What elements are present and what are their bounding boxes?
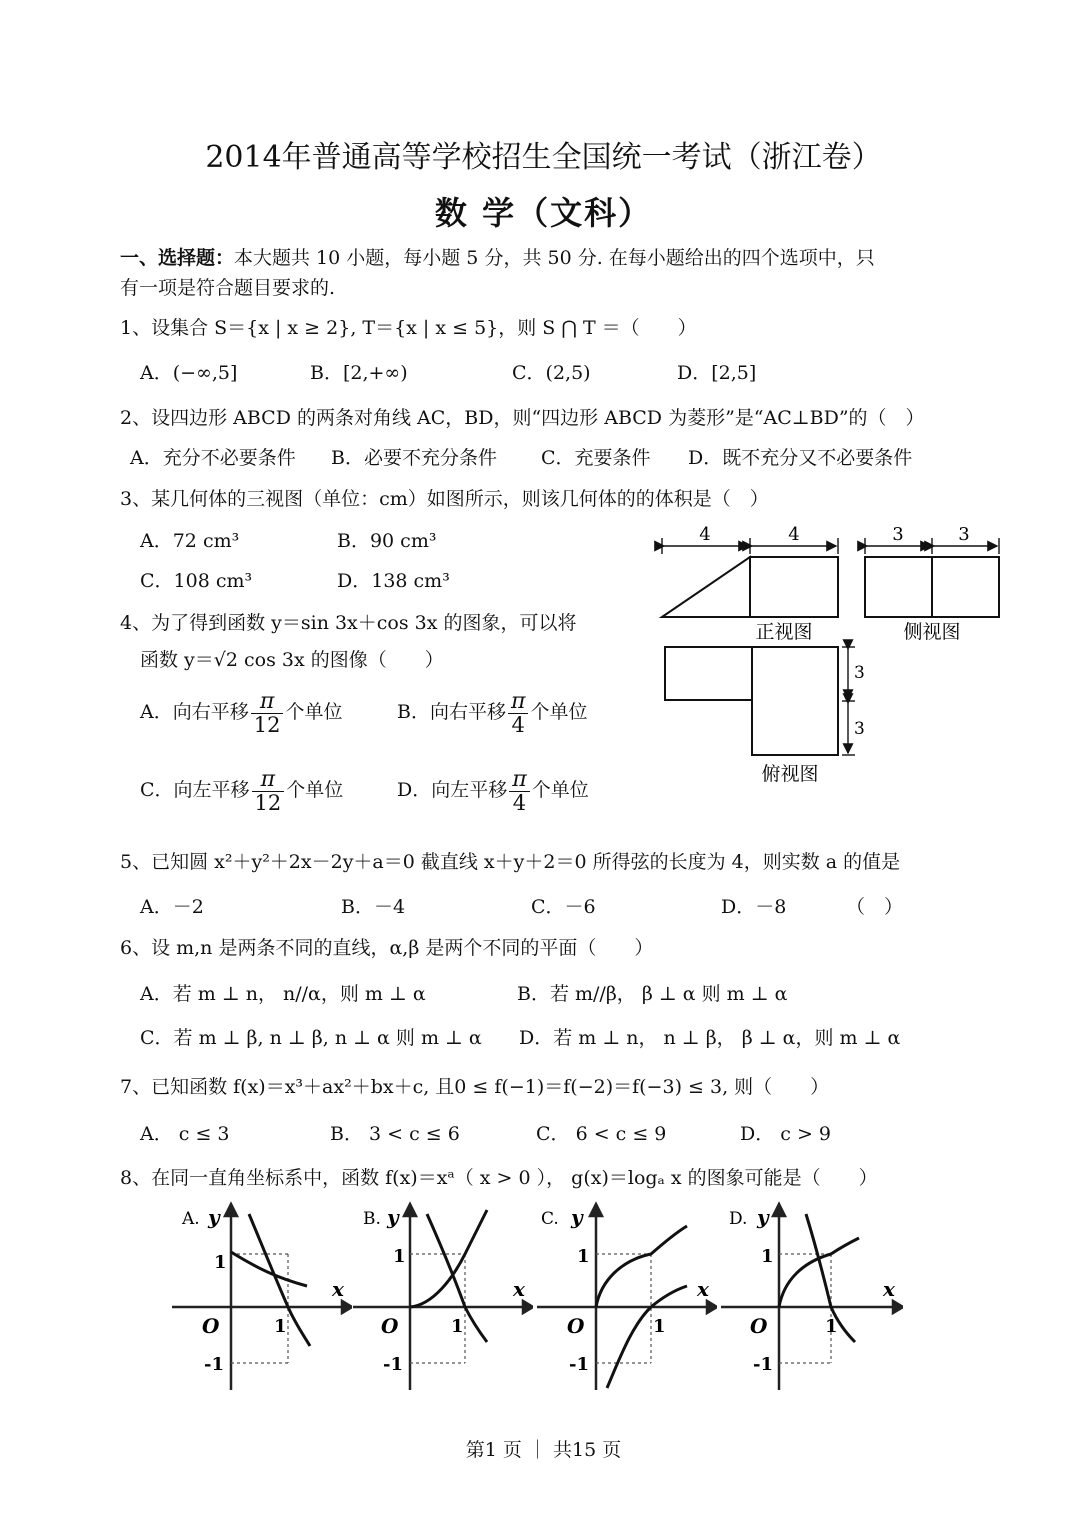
q5-stem: 5、已知圆 x²＋y²＋2x－2y＋a＝0 截直线 x＋y＋2＝0 所得弦的长度为 4，则实数 a 的值是 xyxy=(120,851,901,873)
q5-answer-blank: （ ） xyxy=(846,896,904,918)
front-view-label: 正视图 xyxy=(755,621,813,643)
svg-text:1: 1 xyxy=(761,1246,774,1267)
svg-text:1: 1 xyxy=(214,1252,227,1273)
q8-graph-b xyxy=(353,1200,533,1395)
q1-option-a: A．(−∞,5] xyxy=(140,362,238,384)
q3-stem: 3、某几何体的三视图（单位：cm）如图所示，则该几何体的的体积是（ ） xyxy=(120,488,769,510)
front-dim-right: 4 xyxy=(788,524,800,545)
three-view-figure xyxy=(650,520,1010,790)
top-view-right xyxy=(752,647,838,755)
exam-subtitle: 数 学（文科） xyxy=(434,194,653,232)
side-dim-right: 3 xyxy=(958,524,970,545)
q3-option-d: D．138 cm³ xyxy=(337,570,450,592)
q5-option-c: C．－6 xyxy=(531,896,596,918)
q7-option-b: B． 3 < c ≤ 6 xyxy=(330,1123,460,1145)
svg-text:x: x xyxy=(697,1277,709,1301)
front-view-rect xyxy=(750,557,838,617)
q3-option-b: B．90 cm³ xyxy=(337,530,437,552)
svg-text:y: y xyxy=(387,1205,399,1229)
page-footer: 第1 页 ｜ 共15 页 xyxy=(465,1439,622,1461)
q8-stem: 8、在同一直角坐标系中，函数 f(x)＝xᵃ（ x > 0 ）， g(x)＝logₐ x 的图象可能是（ ） xyxy=(120,1167,878,1189)
q2-option-d: D．既不充分又不必要条件 xyxy=(688,447,913,469)
side-view-left xyxy=(865,557,932,617)
q7-option-a: A． c ≤ 3 xyxy=(140,1123,230,1145)
q1-option-c: C．(2,5) xyxy=(512,362,591,384)
q3-option-a: A．72 cm³ xyxy=(140,530,240,552)
svg-text:C.: C. xyxy=(541,1209,559,1229)
top-dim-lower: 3 xyxy=(854,719,865,739)
q1-option-b: B．[2,+∞) xyxy=(310,362,408,384)
top-view-left xyxy=(665,647,752,700)
exam-title: 2014年普通高等学校招生全国统一考试（浙江卷） xyxy=(205,140,882,175)
top-view-label: 俯视图 xyxy=(761,763,819,785)
svg-text:1: 1 xyxy=(577,1246,590,1267)
q6-option-b: B．若 m//β， β ⊥ α 则 m ⊥ α xyxy=(517,983,788,1005)
side-view-label: 侧视图 xyxy=(903,621,961,643)
q2-option-c: C．充要条件 xyxy=(541,447,651,469)
section-desc-line2: 有一项是符合题目要求的. xyxy=(120,277,336,299)
q1-stem: 1、设集合 S＝{x | x ≥ 2}, T＝{x | x ≤ 5}，则 S ⋂ T ＝（ ） xyxy=(120,317,697,339)
q4-stem-line1: 4、为了得到函数 y＝sin 3x＋cos 3x 的图象，可以将 xyxy=(120,612,577,634)
q4-option-d: D．向左平移 $\frac{\pi}{4}$ 个单位 xyxy=(397,767,589,816)
svg-text:y: y xyxy=(757,1205,769,1229)
q2-option-b: B．必要不充分条件 xyxy=(331,447,497,469)
q6-option-a: A．若 m ⊥ n， n//α，则 m ⊥ α xyxy=(140,983,426,1005)
q4-option-c: C．向左平移 $\frac{\pi}{12}$ 个单位 xyxy=(140,767,344,816)
q6-option-c: C．若 m ⊥ β, n ⊥ β, n ⊥ α 则 m ⊥ α xyxy=(140,1027,482,1049)
svg-text:O: O xyxy=(381,1314,399,1338)
svg-text:O: O xyxy=(567,1314,585,1338)
svg-text:-1: -1 xyxy=(753,1354,773,1375)
svg-text:-1: -1 xyxy=(569,1354,589,1375)
front-view-triangle xyxy=(662,557,750,617)
svg-text:y: y xyxy=(208,1205,220,1229)
q6-option-d: D．若 m ⊥ n， n ⊥ β， β ⊥ α，则 m ⊥ α xyxy=(519,1027,901,1049)
q5-option-b: B．－4 xyxy=(341,896,406,918)
q7-option-c: C． 6 < c ≤ 9 xyxy=(536,1123,667,1145)
svg-text:B.: B. xyxy=(363,1209,381,1229)
svg-text:1: 1 xyxy=(825,1316,838,1337)
svg-text:1: 1 xyxy=(653,1316,666,1337)
q3-option-c: C．108 cm³ xyxy=(140,570,253,592)
q5-option-d: D．－8 xyxy=(721,896,787,918)
svg-text:x: x xyxy=(332,1277,344,1301)
q4-option-b: B．向右平移 $\frac{\pi}{4}$ 个单位 xyxy=(397,689,588,738)
svg-text:y: y xyxy=(571,1205,583,1229)
svg-text:x: x xyxy=(513,1277,525,1301)
svg-text:-1: -1 xyxy=(204,1354,224,1375)
svg-text:1: 1 xyxy=(393,1246,406,1267)
top-dim-upper: 3 xyxy=(854,663,865,683)
svg-text:x: x xyxy=(883,1277,895,1301)
svg-text:1: 1 xyxy=(451,1316,464,1337)
q8-graph-c xyxy=(537,1200,717,1395)
q5-option-a: A．－2 xyxy=(140,896,204,918)
q2-option-a: A．充分不必要条件 xyxy=(130,447,296,469)
q1-option-d: D．[2,5] xyxy=(677,362,757,384)
front-dim-left: 4 xyxy=(699,524,711,545)
side-view-right xyxy=(932,557,999,617)
section-instructions xyxy=(120,243,875,270)
q4-stem-line2: 函数 y＝√2 cos 3x 的图像（ ） xyxy=(140,649,444,671)
q2-stem: 2、设四边形 ABCD 的两条对角线 AC，BD，则“四边形 ABCD 为菱形”是“AC⊥BD”的（ ） xyxy=(120,407,925,429)
section-label: 一、选择题： xyxy=(120,247,235,269)
svg-text:O: O xyxy=(202,1314,220,1338)
svg-text:D.: D. xyxy=(729,1209,748,1229)
section-desc-line1: 本大题共 10 小题，每小题 5 分，共 50 分. 在每小题给出的四个选项中，只 xyxy=(234,247,875,269)
q8-graph-a xyxy=(172,1200,352,1395)
q6-stem: 6、设 m,n 是两条不同的直线，α,β 是两个不同的平面（ ） xyxy=(120,937,654,959)
svg-text:1: 1 xyxy=(274,1316,287,1337)
svg-text:A.: A. xyxy=(182,1209,200,1229)
q7-stem: 7、已知函数 f(x)＝x³＋ax²＋bx＋c, 且0 ≤ f(−1)＝f(−2)＝f(−3) ≤ 3, 则（ ） xyxy=(120,1076,830,1098)
svg-text:O: O xyxy=(750,1314,768,1338)
q8-graph-d xyxy=(721,1200,903,1395)
q7-option-d: D． c > 9 xyxy=(740,1123,832,1145)
side-dim-left: 3 xyxy=(892,524,904,545)
q4-option-a: A．向右平移 $\frac{\pi}{12}$ 个单位 xyxy=(140,689,343,738)
svg-text:-1: -1 xyxy=(383,1354,403,1375)
